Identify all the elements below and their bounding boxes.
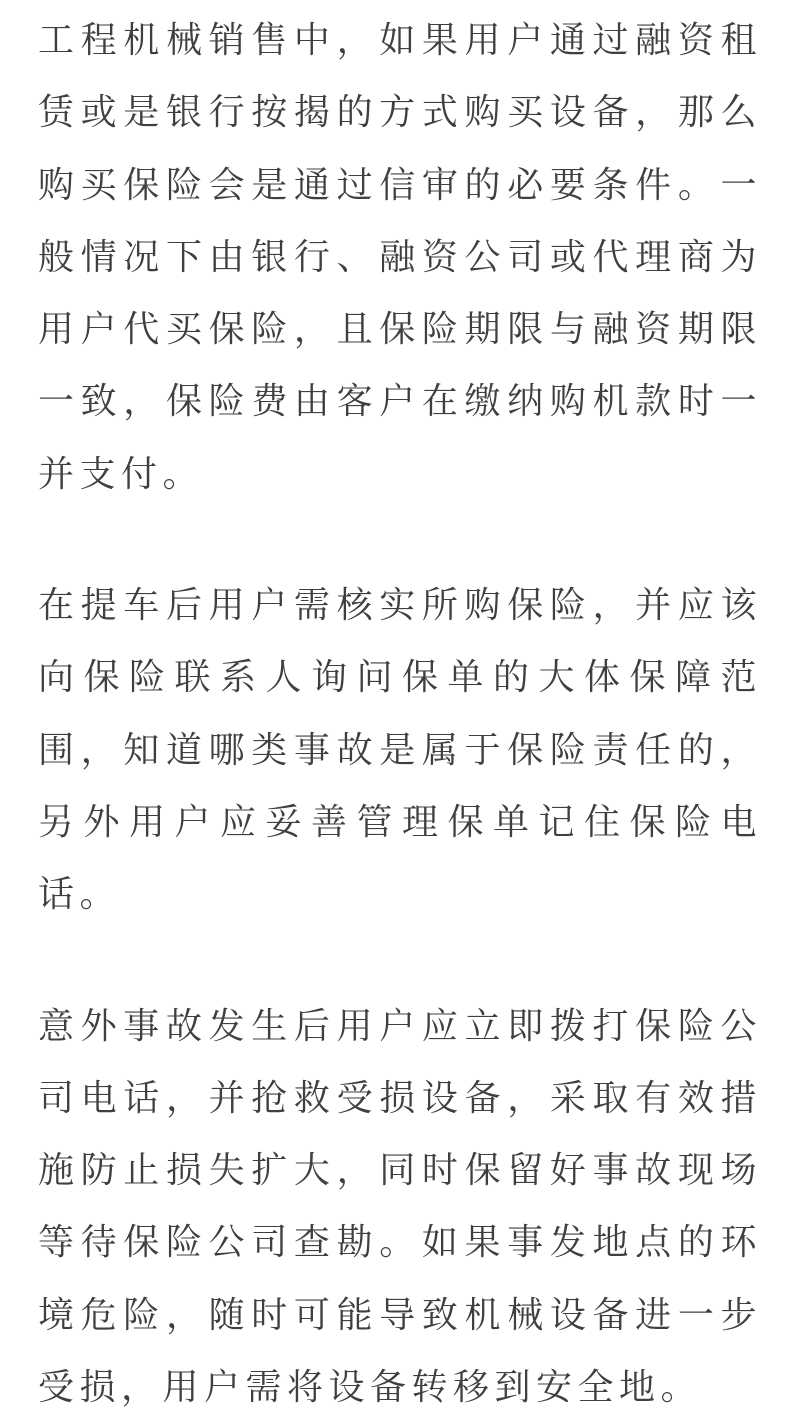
paragraph-financing-insurance: 工程机械销售中，如果用户通过融资租赁或是银行按揭的方式购买设备，那么购买保险会是通过信审的必要条件。一般情况下由银行、融资公司或代理商为用户代买保险，且保险期限与融资期限一致，保险费由客户在缴纳购机款时一并支付。 [38,20,762,495]
paragraph-verify-policy: 在提车后用户需核实所购保险，并应该向保险联系人询问保单的大体保障范围，知道哪类事故是属于保险责任的，另外用户应妥善管理保单记住保险电话。 [38,585,762,916]
paragraph-accident-procedure: 意外事故发生后用户应立即拨打保险公司电话，并抢救受损设备，采取有效措施防止损失扩大，同时保留好事故现场等待保险公司查勘。如果事发地点的环境危险，随时可能导致机械设备进一步受损，用户需将设备转移到安全地。 [38,1005,762,1409]
